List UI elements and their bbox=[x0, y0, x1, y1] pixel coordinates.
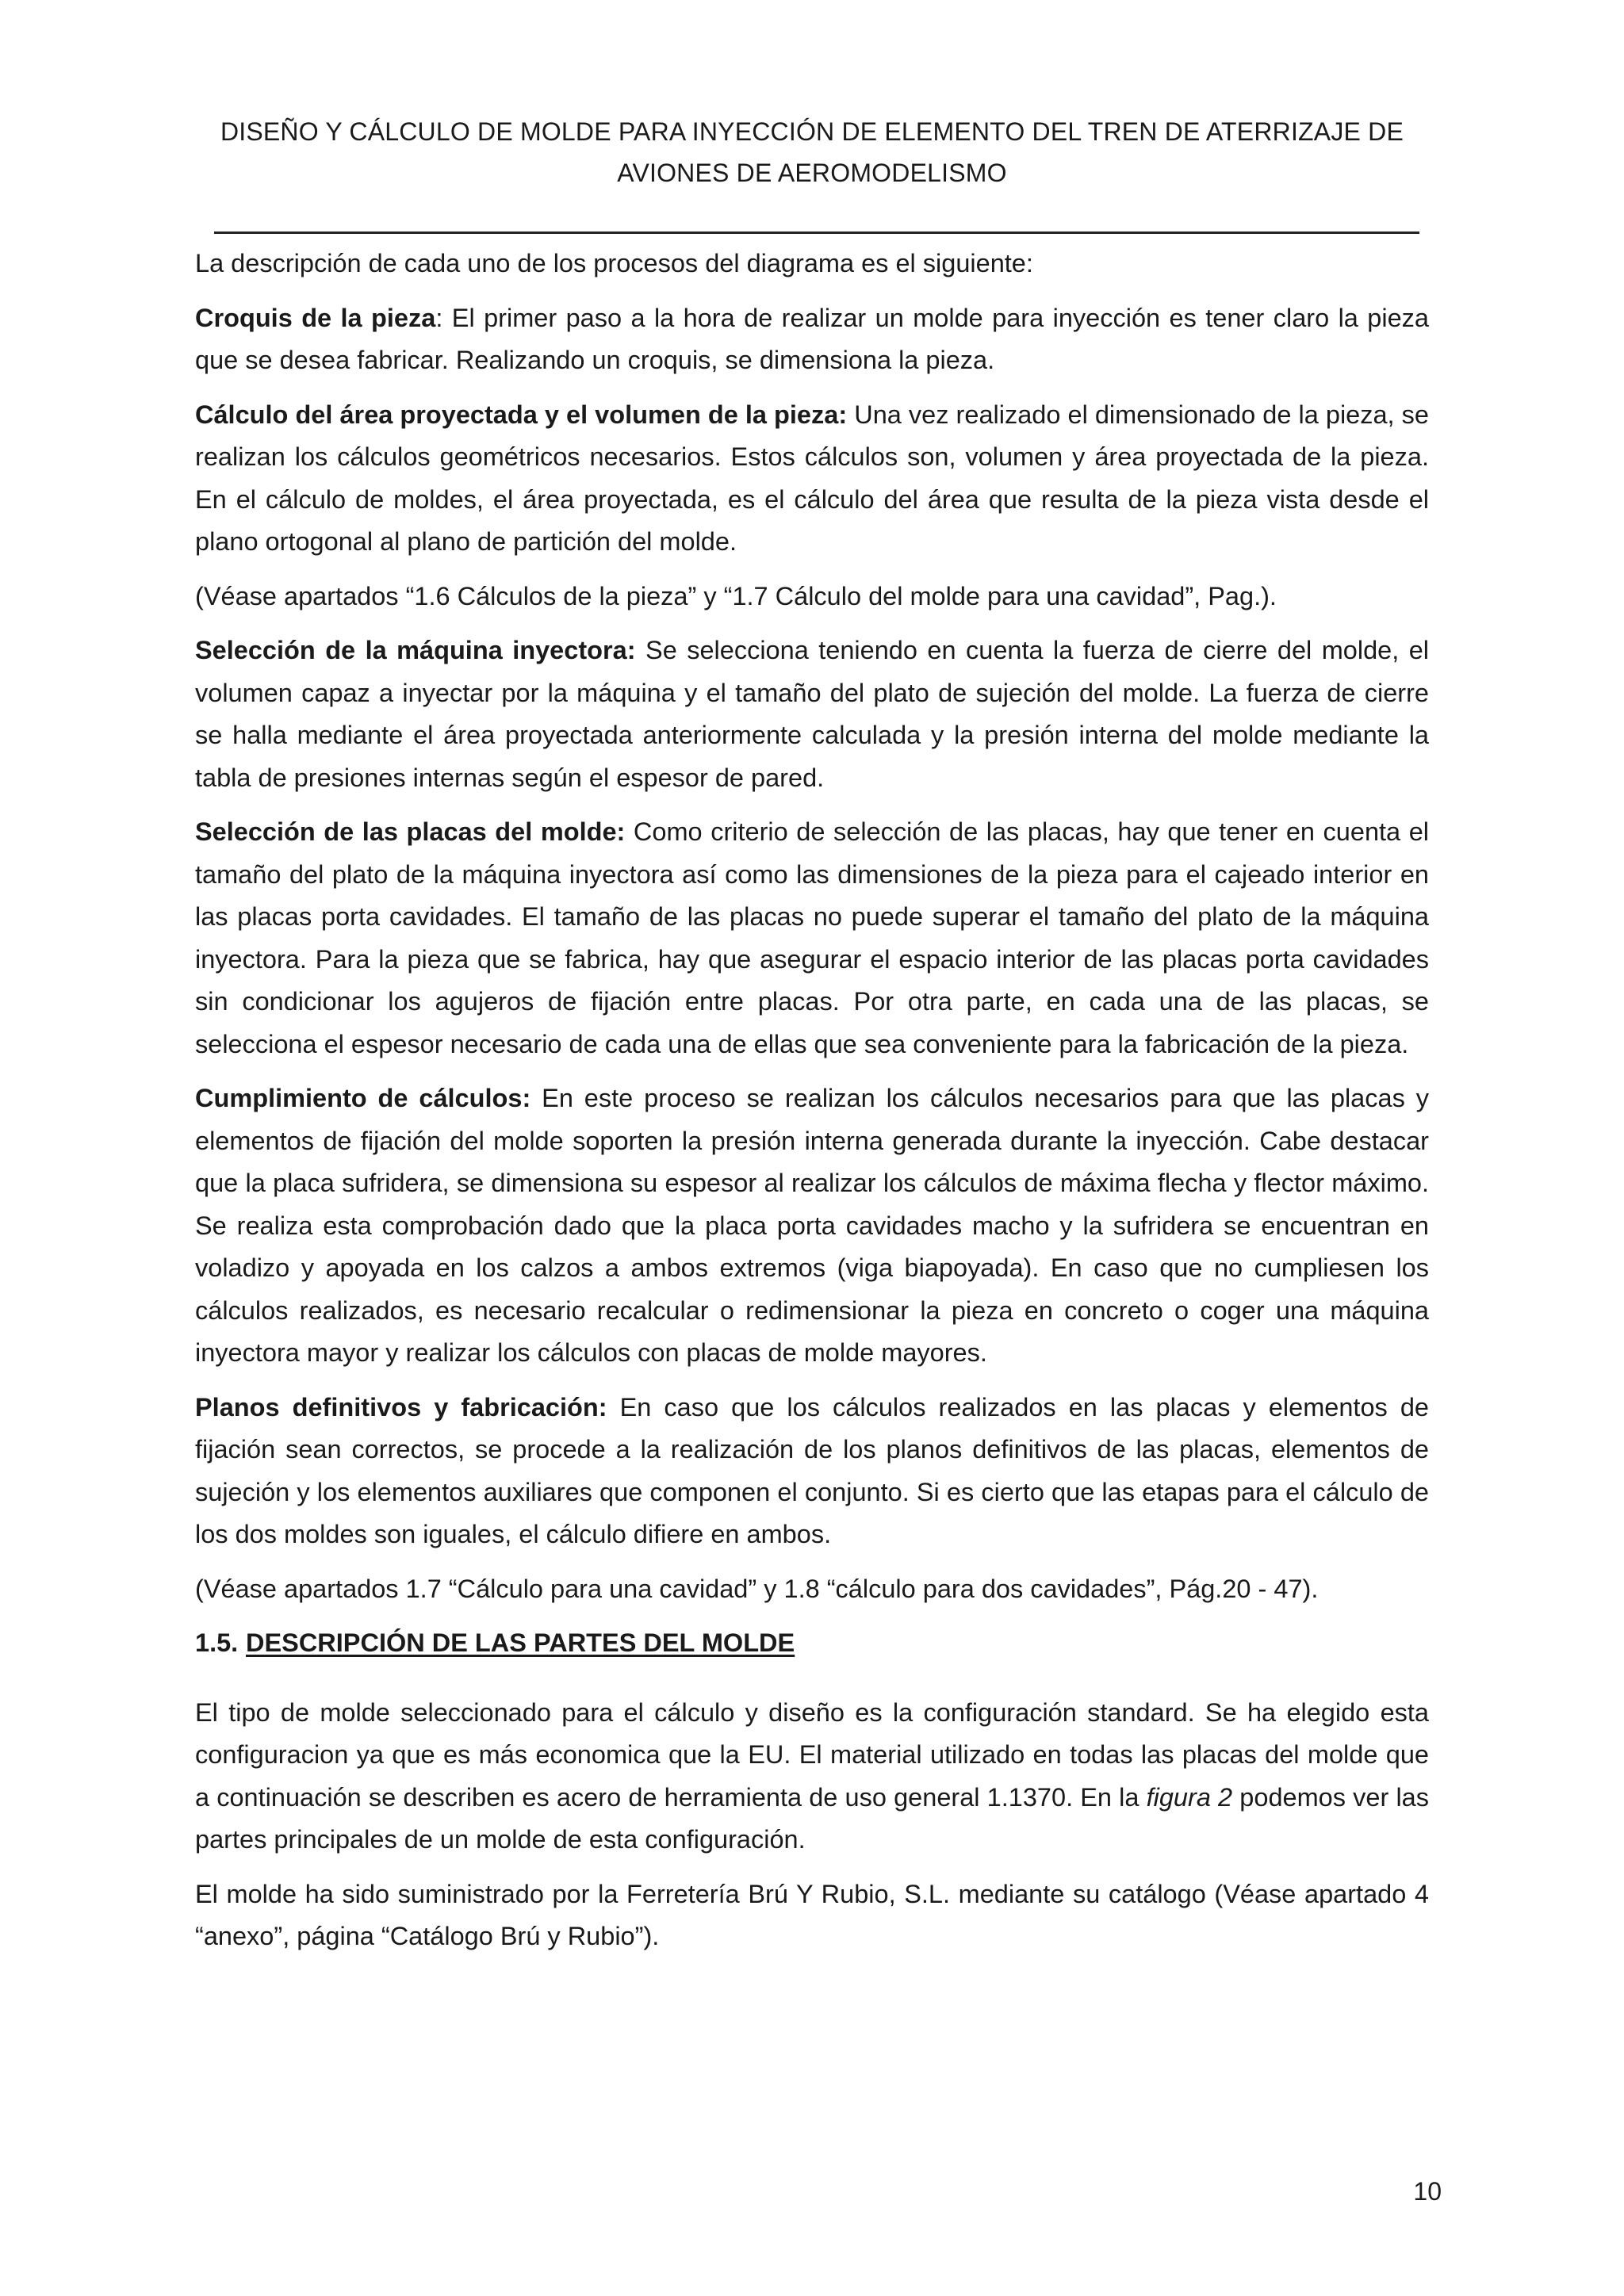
section-heading bbox=[195, 1622, 1429, 1665]
text-planos: En caso que los cálculos realizados en las placas y elementos de fijación sean correctos, se procede a la realización de los planos definitivos de las placas, elementos de sujeción y los elementos auxiliares que componen el conjunto. Si es cierto que las etapas para el cálculo de los dos moldes son iguales, el cálculo difiere en ambos. bbox=[195, 1392, 1429, 1548]
text-croquis: : El primer paso a la hora de realizar un molde para inyección es tener claro la pieza que se desea fabricar. Realizando un croquis, se dimensiona la pieza. bbox=[195, 303, 1429, 374]
paragraph-cumplimiento bbox=[195, 1077, 1429, 1375]
paragraph-seleccion-maquina bbox=[195, 629, 1429, 799]
reference-paragraph-1: (Véase apartados “1.6 Cálculos de la pieza” y “1.7 Cálculo del molde para una cavidad”, Pag.). bbox=[195, 581, 1277, 610]
paragraph-tipo-molde bbox=[195, 1692, 1429, 1862]
term-planos: Planos definitivos y fabricación: bbox=[195, 1392, 607, 1422]
text-seleccion-maquina: Se selecciona teniendo en cuenta la fuerza de cierre del molde, el volumen capaz a inyectar por la máquina y el tamaño del plato de sujeción del molde. La fuerza de cierre se halla mediante el área proyectada anteriormente calculada y la presión interna del molde mediante la tabla de presiones internas según el espesor de pared. bbox=[195, 636, 1430, 792]
paragraph-suministro: El molde ha sido suministrado por la Ferretería Brú Y Rubio, S.L. mediante su catálogo (Véase apartado 4 “anexo”, página “Catálogo Brú y Rubio”). bbox=[195, 1879, 1429, 1950]
header-title-line-1: DISEÑO Y CÁLCULO DE MOLDE PARA INYECCIÓN DE ELEMENTO DEL TREN DE ATERRIZAJE DE bbox=[220, 117, 1404, 146]
intro-paragraph: La descripción de cada uno de los procesos del diagrama es el siguiente: bbox=[195, 249, 1033, 277]
text-cumplimiento: En este proceso se realizan los cálculos necesarios para que las placas y elementos de fijación del molde soporten la presión interna generada durante la inyección. Cabe destacar que la placa sufridera, se dimensiona su espesor al realizar los cálculos de máxima flecha y flector máximo. Se realiza esta comprobación dado que la placa porta cavidades macho y la sufridera se encuentran en voladizo y apoyada en los calzos a ambos extremos (viga biapoyada). En caso que no cumpliesen los cálculos realizados, es necesario recalcular o redimensionar la pieza en concreto o coger una máquina inyectora mayor y realizar los cálculos con placas de molde mayores. bbox=[195, 1084, 1429, 1367]
section-number: 1.5. bbox=[195, 1628, 239, 1657]
reference-paragraph-2: (Véase apartados 1.7 “Cálculo para una cavidad” y 1.8 “cálculo para dos cavidades”, Pág.20 - 47). bbox=[195, 1574, 1319, 1603]
text-tipo-molde-after: podemos ver las partes principales de un molde de esta configuración. bbox=[195, 1782, 1429, 1854]
text-calculo-area: Una vez realizado el dimensionado de la pieza, se realizan los cálculos geométricos necesarios. Estos cálculos son, volumen y área proyectada de la pieza. En el cálculo de moldes, el área proyectada, es el cálculo del área que resulta de la pieza vista desde el plano ortogonal al plano de partición del molde. bbox=[195, 400, 1429, 556]
header-title-line-2: AVIONES DE AEROMODELISMO bbox=[617, 159, 1007, 187]
term-seleccion-maquina: Selección de la máquina inyectora: bbox=[195, 636, 636, 664]
figure-reference: figura 2 bbox=[1146, 1782, 1233, 1812]
paragraph-seleccion-placas bbox=[195, 811, 1429, 1066]
page-number: 10 bbox=[1413, 2177, 1442, 2206]
paragraph-planos bbox=[195, 1387, 1429, 1556]
page-body bbox=[195, 243, 1429, 1970]
term-cumplimiento: Cumplimiento de cálculos: bbox=[195, 1084, 531, 1112]
text-tipo-molde-before: El tipo de molde seleccionado para el cálculo y diseño es la configuración standard. Se ha elegido esta configuracion ya que es más economica que la EU. El material utilizado en todas las placas del molde que a continuación se describen es acero de herramienta de uso general 1.1370. En la bbox=[195, 1697, 1429, 1812]
section-title: DESCRIPCIÓN DE LAS PARTES DEL MOLDE bbox=[246, 1628, 795, 1657]
header-divider bbox=[214, 232, 1419, 234]
paragraph-croquis bbox=[195, 297, 1429, 382]
running-header bbox=[195, 111, 1429, 193]
term-croquis: Croquis de la pieza bbox=[195, 303, 436, 332]
paragraph-calculo-area bbox=[195, 394, 1429, 564]
text-seleccion-placas: Como criterio de selección de las placas, hay que tener en cuenta el tamaño del plato de la máquina inyectora así como las dimensiones de la pieza para el cajeado interior en las placas porta cavidades. El tamaño de las placas no puede superar el tamaño del plato de la máquina inyectora. Para la pieza que se fabrica, hay que asegurar el espacio interior de las placas porta cavidades sin condicionar los agujeros de fijación entre placas. Por otra parte, en cada una de las placas, se selecciona el espesor necesario de cada una de ellas que sea conveniente para la fabricación de la pieza. bbox=[195, 817, 1429, 1058]
term-calculo-area: Cálculo del área proyectada y el volumen de la pieza: bbox=[195, 400, 848, 429]
term-seleccion-placas: Selección de las placas del molde: bbox=[195, 817, 626, 846]
